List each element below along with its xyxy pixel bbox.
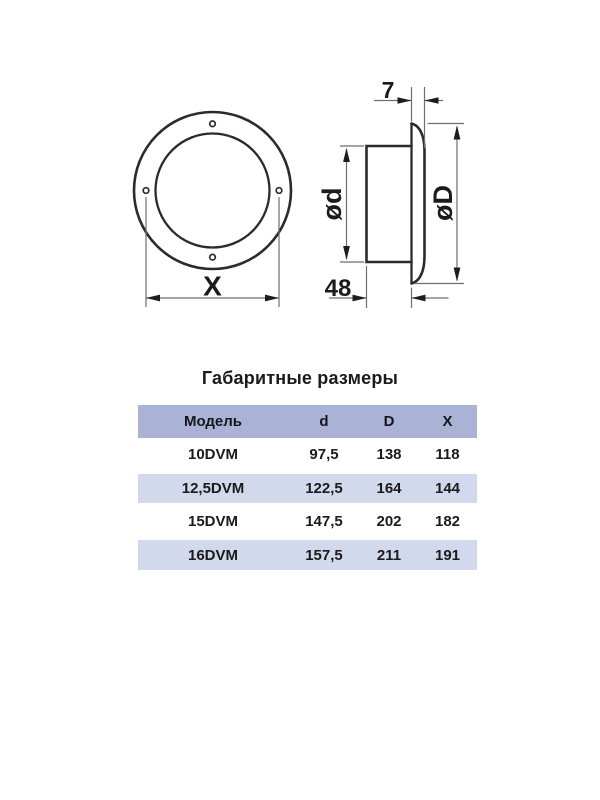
dimension-duct-depth [325,266,449,308]
mounting-hole-right [276,188,282,194]
table-cell-D: 202 [376,513,402,531]
table-header-row [138,405,477,438]
table-cell-d: 97,5 [309,446,339,464]
dim-outer-diameter-label: øD [428,185,458,221]
dim-flange-width-label: 7 [381,77,395,103]
table-cell-X: 118 [435,446,460,464]
dim-duct-depth-label: 48 [324,275,352,302]
table-cell-X: 191 [434,546,461,564]
dimensional-drawing [0,0,600,340]
duct-inner-circle [156,134,270,248]
mounting-hole-top [210,121,216,127]
flange-outer-circle [134,112,291,269]
table-cell-d: 122,5 [305,479,343,497]
table-row [138,472,477,505]
column-header-D: D [383,413,395,431]
table-cell-X: 144 [434,479,461,497]
dim-inner-diameter-label: ød [317,187,347,221]
table-cell-d: 147,5 [305,513,343,531]
front-view [134,112,291,307]
table-cell-D: 211 [376,546,402,564]
table-row [138,438,477,471]
table-cell-model: 12,5DVM [181,479,245,497]
column-header-d: d [319,413,329,431]
table-row [138,505,477,538]
dimension-inner-diameter [317,146,364,262]
table-cell-X: 182 [434,513,461,531]
flange-rim-profile [412,124,425,284]
table-cell-model: 16DVM [187,546,239,564]
mounting-hole-bottom [210,254,216,260]
side-view [317,77,464,308]
dimension-x [146,197,279,307]
table-cell-model: 10DVM [187,446,239,464]
table-cell-d: 157,5 [305,546,343,564]
dimension-flange-width [374,77,443,148]
table-cell-D: 164 [376,479,402,497]
dimensions-table [138,405,477,572]
table-cell-model: 15DVM [187,513,239,531]
dim-x-label: X [203,270,222,302]
table-row [138,538,477,571]
duct-body-profile [367,146,412,262]
section-title: Габаритные размеры [201,368,399,388]
table-cell-D: 138 [376,446,402,464]
column-header-X: X [442,413,453,431]
column-header-model: Модель [183,413,243,431]
dimension-outer-diameter [414,124,464,284]
mounting-hole-left [143,188,149,194]
dimensions-table-body [138,438,477,572]
